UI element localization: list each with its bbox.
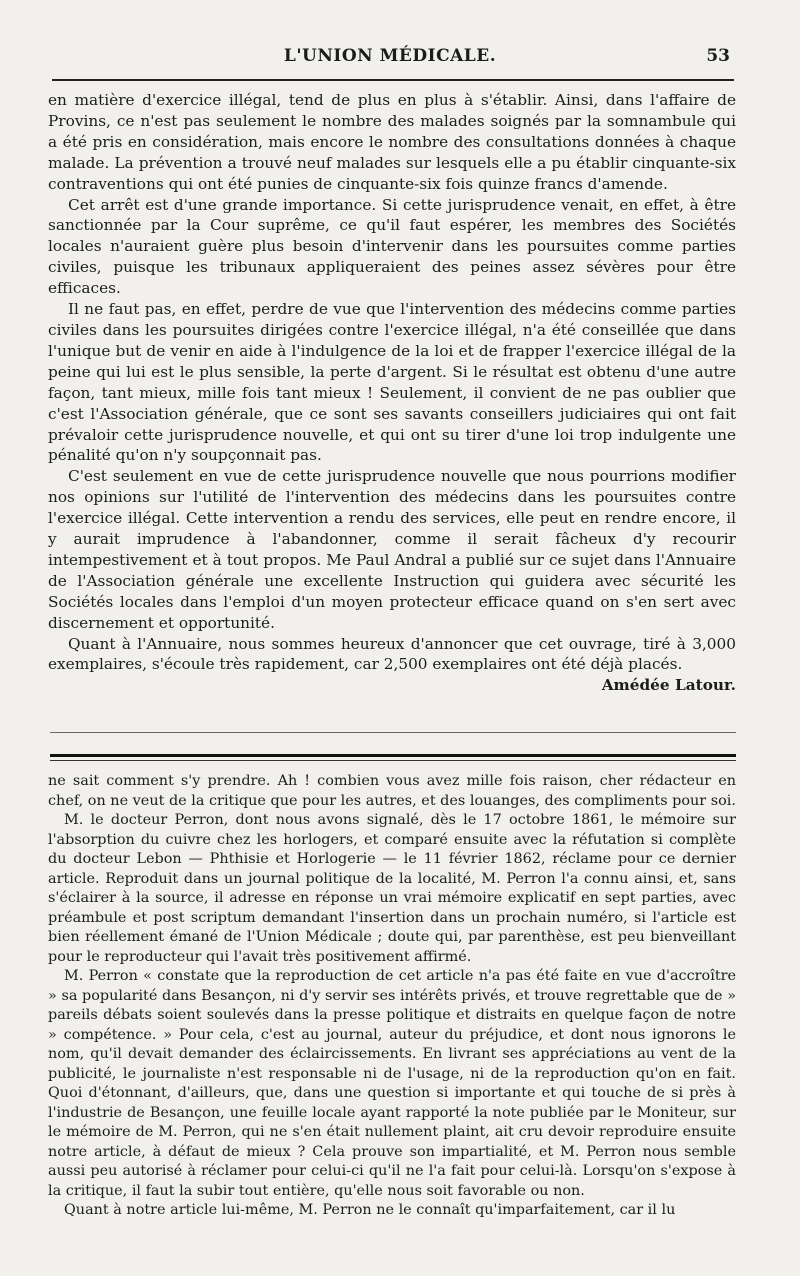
feuilleton-rule xyxy=(50,754,736,757)
feuilleton-paragraph: M. Perron « constate que la reproduction de cet article n'a pas été faite en vue d'accroître » sa popularité dans Besançon, ni d'y servir ses intérêts privés, et trouve regrettable que de » pareils débats soient soulevés dans la presse politique et distraits en quelque façon de notre » compétence. » Pour cela, c'est au journal, auteur du préjudice, et dont nous ignorons le nom, qu'il devait demander des éclaircissements. En livrant ses appréciations au vent de la publicité, le journaliste n'est responsable ni de l'usage, ni de la reproduction qu'on en fait. Quoi d'étonnant, d'ailleurs, que, dans une question si importante et qui touche de si près à l'industrie de Besançon, une feuille locale ayant rapporté la note publiée par le Moniteur, sur le mémoire de M. Perron, qui ne s'en était nullement plaint, ait cru devoir reproduire ensuite notre article, à défaut de mieux ? Cela prouve son impartialité, et M. Perron nous semble aussi peu autorisé à réclamer pour celui-ci qu'il ne l'a fait pour celui-là. Lorsqu'on s'expose à la critique, il faut la subir tout entière, qu'elle nous soit favorable ou non. xyxy=(48,968,736,1199)
article-paragraph: Quant à l'Annuaire, nous sommes heureux d'annoncer que cet ouvrage, tiré à 3,000 exemplaires, s'écoule très rapidement, car 2,500 exemplaires ont été déjà placés. xyxy=(48,634,736,674)
article-paragraph: Il ne faut pas, en effet, perdre de vue que l'intervention des médecins comme parties civiles dans les poursuites dirigées contre l'exercice illégal, n'a été conseillée que dans l'unique but de venir en aide à l'indulgence de la loi et de frapper l'exercice illégal de la peine qui lui est le plus sensible, la perte d'argent. Si le résultat est obtenu d'une autre façon, tant mieux, mille fois tant mieux ! Seulement, il convient de ne pas oublier que c'est l'Association générale, que ce sont ses savants conseillers judiciaires qui ont fait prévaloir cette jurisprudence nouvelle, et qui ont su tirer d'une loi trop indulgente une pénalité qu'on n'y soupçonnait pas. xyxy=(48,300,736,465)
article-paragraph: en matière d'exercice illégal, tend de plus en plus à s'établir. Ainsi, dans l'affaire de Provins, ce n'est pas seulement le nombre des malades soignés par la somnambule qui a été pris en considération, mais encore le nombre des consultations données à chaque malade. La prévention a trouvé neuf malades sur lesquels elle a pu établir cinquante-six contraventions qui ont été punies de cinquante-six fois quinze francs d'amende. xyxy=(48,91,736,193)
page-header xyxy=(50,44,730,70)
article-paragraph: Cet arrêt est d'une grande importance. Si cette jurisprudence venait, en effet, à être sanctionnée par la Cour suprême, ce qu'il faut espérer, les membres des Sociétés locales n'auraient guère plus besoin d'intervenir dans les poursuites comme parties civiles, puisque les tribunaux appliqueraient des peines assez sévères pour être efficaces. xyxy=(48,195,736,298)
running-title: L'UNION MÉDICALE. xyxy=(283,46,497,66)
feuilleton-rule-secondary xyxy=(50,760,736,761)
article-paragraph: C'est seulement en vue de cette jurisprudence nouvelle que nous pourrions modifier nos opinions sur l'utilité de l'intervention des médecins dans les poursuites contre l'exercice illégal. Cette intervention a rendu des services, elle peut en rendre encore, il y aurait imprudence à l'abandonner, comme il serait fâcheux d'y recourir intempestivement et à tout propos. Me Paul Andral a publié sur ce sujet dans l'Annuaire de l'Association générale une excellente Instruction qui guidera avec sécurité les Sociétés locales dans l'emploi d'un moyen protecteur efficace quand on s'en sert avec discernement et opportunité. xyxy=(48,467,736,632)
signature-name: Amédée Latour. xyxy=(601,676,736,695)
article-body xyxy=(48,90,736,696)
section-divider xyxy=(50,732,736,733)
feuilleton-body xyxy=(48,772,736,1221)
feuilleton-paragraph: ne sait comment s'y prendre. Ah ! combien vous avez mille fois raison, cher rédacteur en chef, on ne veut de la critique que pour les autres, et des louanges, des compliments pour soi. xyxy=(48,773,736,809)
feuilleton-paragraph: M. le docteur Perron, dont nous avons signalé, dès le 17 octobre 1861, le mémoire sur l'absorption du cuivre chez les horlogers, et comparé ensuite avec la réfutation si complète du docteur Lebon — Phthisie et Horlogerie — le 11 février 1862, réclame pour ce dernier article. Reproduit dans un journal politique de la localité, M. Perron l'a connu ainsi, et, sans s'éclairer à la source, il adresse en réponse un vrai mémoire explicatif en sept parties, avec préambule et post scriptum demandant l'insertion dans un prochain numéro, si l'article est bien réellement émané de l'Union Médicale ; doute qui, par parenthèse, est peu bienveillant pour le reproducteur qui l'avait très positivement affirmé. xyxy=(48,812,736,965)
header-rule xyxy=(52,79,734,81)
feuilleton-paragraph: Quant à notre article lui-même, M. Perron ne le connaît qu'imparfaitement, car il lu xyxy=(64,1202,676,1218)
page-number: 53 xyxy=(706,46,730,66)
author-signature xyxy=(48,675,736,696)
